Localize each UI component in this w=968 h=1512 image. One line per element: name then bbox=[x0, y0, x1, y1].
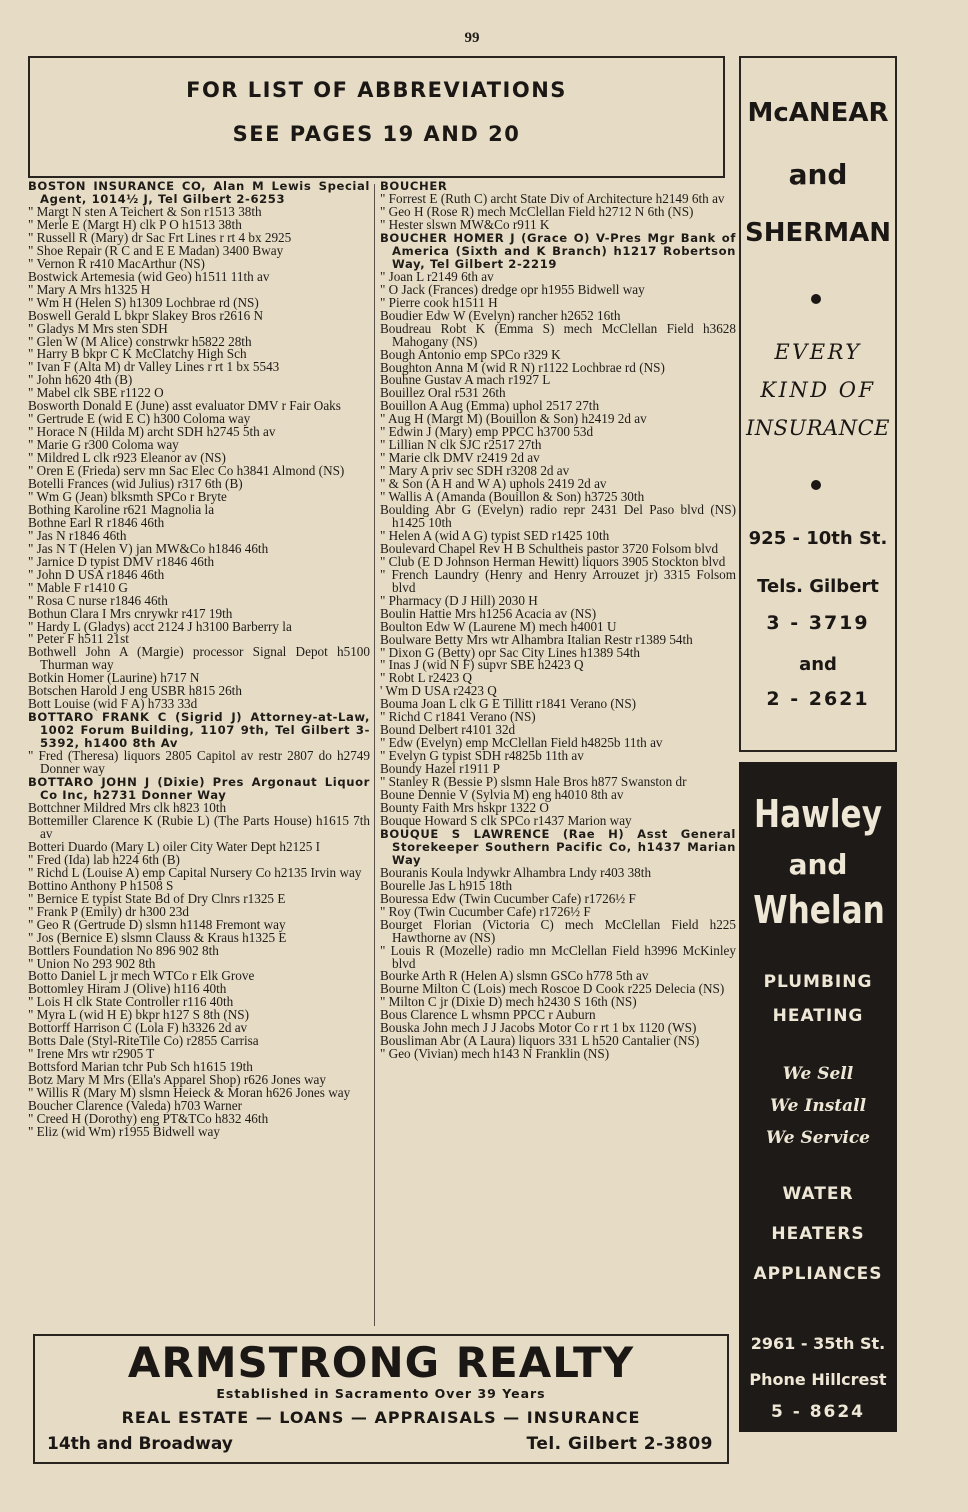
directory-entry: Bourne Milton C (Lois) mech Roscoe D Cook r225 Delecia (NS) bbox=[380, 981, 725, 997]
directory-entry: " Union No 293 902 8th bbox=[28, 955, 156, 971]
directory-entry: BOUCHER bbox=[380, 179, 448, 193]
ad-hawley-water: WATER bbox=[782, 1184, 854, 1204]
directory-entry: " John h620 4th (B) bbox=[28, 372, 133, 388]
directory-entry: " Irene Mrs wtr r2905 T bbox=[28, 1046, 155, 1062]
directory-entry: Botz Mary M Mrs (Ella's Apparel Shop) r626 Jones way bbox=[28, 1072, 326, 1088]
directory-entry: Bothne Earl R r1846 46th bbox=[28, 514, 165, 530]
directory-entry: " Geo H (Rose R) mech McClellan Field h2712 N 6th (NS) bbox=[380, 203, 694, 219]
directory-entry: " Mary A priv sec SDH r3208 2d av bbox=[380, 463, 570, 479]
directory-entry: BOTTARO JOHN J (Dixie) Pres Argonaut Liquor Co Inc, h2731 Donner Way bbox=[28, 775, 370, 803]
page-number: 99 bbox=[464, 30, 480, 46]
ad-hawley-address: 2961 - 35th St. bbox=[750, 1334, 886, 1353]
ad-armstrong-tagline: Established in Sacramento Over 39 Years bbox=[216, 1386, 546, 1401]
ad-hawley-heating: HEATING bbox=[772, 1006, 864, 1026]
ad-whelan-name: Whelan bbox=[753, 888, 885, 932]
directory-entry: " Harry B bkpr C K McClatchy High Sch bbox=[28, 346, 247, 362]
directory-entry: Bottorff Harrison C (Lola F) h3326 2d av bbox=[28, 1020, 248, 1036]
directory-entry: " Wm G (Jean) blksmth SPCo r Bryte bbox=[28, 488, 227, 504]
directory-entry: Boswell Gerald L bkpr Slakey Bros r2616 N bbox=[28, 307, 264, 323]
directory-entry: " Marie clk DMV r2419 2d av bbox=[380, 450, 540, 466]
directory-entry: " O Jack (Frances) dredge opr h1955 Bidwell way bbox=[380, 281, 645, 297]
directory-entry: Bousliman Abr (A Laura) liquors 331 L h520 Cantalier (NS) bbox=[380, 1033, 700, 1049]
mcanear-sherman-ad bbox=[739, 56, 897, 752]
directory-entry: BOUCHER HOMER J (Grace O) V-Pres Mgr Bank of America (Sixth and K Branch) h1217 Robertson Way, Tel Gilbert 2-2219 bbox=[380, 230, 736, 271]
ad-hawley-heaters: HEATERS bbox=[771, 1224, 865, 1244]
ad-hawley-sell: We Sell bbox=[782, 1064, 854, 1084]
directory-entry: Boulin Hattie Mrs h1256 Acacia av (NS) bbox=[380, 605, 597, 621]
ad-armstrong-tel: Tel. Gilbert 2-3809 bbox=[526, 1434, 713, 1454]
directory-entry: " Evelyn G typist SDH r4825b 11th av bbox=[380, 748, 584, 764]
directory-entry: Bouillon A Aug (Emma) uphol 2517 27th bbox=[380, 398, 600, 414]
directory-entry: Bothing Karoline r621 Magnolia la bbox=[28, 501, 215, 517]
directory-entry: Boundy Hazel r1911 P bbox=[380, 761, 501, 777]
ad-hawley-name: Hawley bbox=[753, 792, 883, 836]
directory-entry: Bourget Florian (Victoria C) mech McClellan Field h225 Hawthorne av (NS) bbox=[380, 916, 736, 945]
directory-entry: " Gertrude E (wid E C) h300 Coloma way bbox=[28, 411, 251, 427]
directory-entry: " Jas N r1846 46th bbox=[28, 527, 127, 543]
directory-entry: " Mary A Mrs h1325 H bbox=[28, 281, 151, 297]
ad-mcanear-address: 925 - 10th St. bbox=[748, 528, 888, 549]
directory-entry: Bottemiller Clarence K (Rubie L) (The Parts House) h1615 7th av bbox=[28, 813, 370, 841]
hawley-whelan-ad bbox=[739, 762, 897, 1432]
directory-entry: Bouranis Koula lndywkr Alhambra Lndy r403 38th bbox=[380, 864, 652, 880]
ad-mcanear-name: McANEAR bbox=[747, 98, 889, 128]
directory-entry: " Bernice E typist State Bd of Dry Clnrs r1325 E bbox=[28, 890, 286, 906]
directory-entry: " French Laundry (Henry and Henry Arrouzet jr) 3315 Folsom blvd bbox=[380, 566, 736, 595]
directory-entry: " Stanley R (Bessie P) slsmn Hale Bros h877 Swanston dr bbox=[380, 774, 687, 790]
directory-entry: " Frank P (Emily) dr h300 23d bbox=[28, 903, 189, 919]
ad-armstrong-address: 14th and Broadway bbox=[47, 1434, 233, 1454]
directory-entry: " Edw (Evelyn) emp McClellan Field h4825b 11th av bbox=[380, 735, 663, 751]
directory-entry: " Gladys M Mrs sten SDH bbox=[28, 320, 168, 336]
directory-entry: Bosworth Donald E (June) asst evaluator DMV r Fair Oaks bbox=[28, 398, 341, 414]
directory-entry: BOUQUE S LAWRENCE (Rae H) Asst General Storekeeper Southern Pacific Co, h1437 Marian Way bbox=[380, 826, 736, 867]
abbreviations-line-2: SEE PAGES 19 AND 20 bbox=[232, 122, 521, 146]
directory-entry: Bounty Faith Mrs hskpr 1322 O bbox=[380, 799, 549, 815]
directory-entry: Botelli Frances (wid Julius) r317 6th (B) bbox=[28, 476, 243, 492]
directory-entry: " Myra L (wid H E) bkpr h127 S 8th (NS) bbox=[28, 1007, 249, 1023]
directory-entry: Bough Antonio emp SPCo r329 K bbox=[380, 346, 561, 362]
directory-entry: Boune Dennie V (Sylvia M) eng h4010 8th av bbox=[380, 786, 624, 802]
directory-entry: Boulton Edw W (Laurene M) mech h4001 U bbox=[380, 618, 617, 634]
directory-entry: Bott Louise (wid F A) h733 33d bbox=[28, 696, 198, 712]
column-divider bbox=[374, 184, 375, 1326]
abbreviations-line-1: FOR LIST OF ABBREVIATIONS bbox=[186, 78, 567, 102]
directory-entry: " Mildred L clk r923 Eleanor av (NS) bbox=[28, 450, 226, 466]
directory-entry: " Geo (Vivian) mech h143 N Franklin (NS) bbox=[380, 1046, 610, 1062]
directory-entry: Boughton Anna M (wid R N) r1122 Lochbrae rd (NS) bbox=[380, 359, 665, 375]
directory-entry: Botschen Harold J eng USBR h815 26th bbox=[28, 683, 242, 699]
directory-entry: Bottchner Mildred Mrs clk h823 10th bbox=[28, 800, 227, 816]
ad-mcanear-and-2: and bbox=[799, 654, 837, 675]
ad-hawley-phone: 5 - 8624 bbox=[770, 1402, 866, 1422]
directory-entry: Bostwick Artemesia (wid Geo) h1511 11th av bbox=[28, 268, 270, 284]
directory-entry: " Inas J (wid N F) supvr SBE h2423 Q bbox=[380, 657, 584, 673]
directory-column-right bbox=[380, 180, 736, 1061]
directory-entry: " Roy (Twin Cucumber Cafe) r1726½ F bbox=[380, 903, 591, 919]
ad-mcanear-tag-2: KIND OF bbox=[760, 378, 876, 402]
directory-entry: " Richd L (Louise A) emp Capital Nursery Co h2135 Irvin way bbox=[28, 864, 362, 880]
directory-entry: Boulevard Chapel Rev H B Schultheis pastor 3720 Folsom blvd bbox=[380, 540, 719, 556]
ad-hawley-and: and bbox=[788, 848, 848, 881]
directory-entry: " John D USA r1846 46th bbox=[28, 566, 165, 582]
ad-armstrong-services: REAL ESTATE — LOANS — APPRAISALS — INSURANCE bbox=[121, 1408, 641, 1427]
ad-hawley-appliances: APPLIANCES bbox=[753, 1264, 883, 1284]
directory-entry: " Peter F h511 21st bbox=[28, 631, 129, 647]
directory-entry: BOSTON INSURANCE CO, Alan M Lewis Special Agent, 1014½ J, Tel Gilbert 2-6253 bbox=[28, 179, 370, 206]
directory-entry: " Creed H (Dorothy) eng PT&TCo h832 46th bbox=[28, 1110, 269, 1126]
directory-entry: " Joan L r2149 6th av bbox=[380, 268, 494, 284]
directory-entry: " Vernon R r410 MacArthur (NS) bbox=[28, 255, 205, 271]
directory-entry: Bound Delbert r4101 32d bbox=[380, 722, 516, 738]
directory-entry: Bottino Anthony P h1508 S bbox=[28, 877, 174, 893]
directory-entry: Bottsford Marian tchr Pub Sch h1615 19th bbox=[28, 1059, 253, 1075]
directory-entry: " Jas N T (Helen V) jan MW&Co h1846 46th bbox=[28, 540, 269, 556]
directory-entry: Bottlers Foundation No 896 902 8th bbox=[28, 942, 219, 958]
ad-mcanear-tels: Tels. Gilbert bbox=[757, 576, 879, 597]
directory-entry: " Jos (Bernice E) slsmn Clauss & Kraus h1325 E bbox=[28, 929, 287, 945]
directory-entry: " Pharmacy (D J Hill) 2030 H bbox=[380, 592, 538, 608]
directory-entry: " Edwin J (Mary) emp PPCC h3700 53d bbox=[380, 424, 594, 440]
directory-entry: " Marie G r300 Coloma way bbox=[28, 437, 179, 453]
directory-entry: Botts Dale (Styl-RiteTile Co) r2855 Carrisa bbox=[28, 1033, 259, 1049]
directory-entry: " Eliz (wid Wm) r1955 Bidwell way bbox=[28, 1123, 220, 1139]
ad-hawley-plumbing: PLUMBING bbox=[763, 972, 873, 992]
directory-entry: Bottomley Hiram J (Olive) h116 40th bbox=[28, 981, 227, 997]
directory-entry: Bous Clarence L whsmn PPCC r Auburn bbox=[380, 1007, 596, 1023]
directory-column-left bbox=[28, 180, 370, 1139]
directory-entry: " Wallis A (Amanda (Bouillon & Son) h3725 30th bbox=[380, 489, 645, 505]
directory-entry: ' Wm D USA r2423 Q bbox=[380, 683, 497, 699]
directory-entry: " Forrest E (Ruth C) archt State Div of Architecture h2149 6th av bbox=[380, 191, 725, 206]
directory-entry: " Glen W (M Alice) constrwkr h5822 28th bbox=[28, 333, 252, 349]
directory-entry: " Hardy L (Gladys) acct 2124 J h3100 Barberry la bbox=[28, 618, 292, 634]
directory-entry: Bouillez Oral r531 26th bbox=[380, 385, 506, 401]
directory-entry: " Lois H clk State Controller r116 40th bbox=[28, 994, 234, 1010]
directory-entry: BOTTARO FRANK C (Sigrid J) Attorney-at-Law, 1002 Forum Building, 1107 9th, Tel Gilbert 3-5392, h1400 8th Av bbox=[28, 710, 370, 751]
directory-entry: " Mable F r1410 G bbox=[28, 579, 128, 595]
directory-entry: Bothwell John A (Margie) processor Signal Depot h5100 Thurman way bbox=[28, 644, 370, 673]
directory-entry: " Geo R (Gertrude D) slsmn h1148 Fremont way bbox=[28, 916, 286, 932]
directory-entry: " Merle E (Margt H) clk P O h1513 38th bbox=[28, 216, 242, 232]
directory-entry: " Horace N (Hilda M) archt SDH h2745 5th av bbox=[28, 424, 276, 440]
directory-entry: " Louis R (Mozelle) radio mn McClellan Field h3996 McKinley blvd bbox=[380, 942, 736, 971]
directory-entry: Bouska John mech J J Jacobs Motor Co r rt 1 bx 1120 (WS) bbox=[380, 1020, 697, 1036]
directory-entry: Bourke Arth R (Helen A) slsmn GSCo h778 5th av bbox=[380, 968, 649, 984]
bullet-dot-icon bbox=[811, 294, 821, 304]
directory-entry: " Richd C r1841 Verano (NS) bbox=[380, 709, 536, 725]
ad-mcanear-and: and bbox=[788, 158, 848, 191]
ad-sherman-name: SHERMAN bbox=[744, 218, 892, 248]
ad-mcanear-phone-2: 2 - 2621 bbox=[766, 688, 870, 710]
directory-entry: " Rosa C nurse r1846 46th bbox=[28, 592, 168, 608]
directory-entry: " Fred (Ida) lab h224 6th (B) bbox=[28, 851, 180, 867]
directory-entry: Botteri Duardo (Mary L) oiler City Water Dept h2125 I bbox=[28, 838, 321, 854]
ad-mcanear-phone-1: 3 - 3719 bbox=[766, 612, 870, 634]
directory-entry: " Robt L r2423 Q bbox=[380, 670, 473, 686]
directory-entry: Botto Daniel L jr mech WTCo r Elk Grove bbox=[28, 968, 255, 984]
directory-entry: " Dixon G (Betty) opr Sac City Lines h1389 54th bbox=[380, 644, 640, 660]
directory-entry: Boudier Edw W (Evelyn) rancher h2652 16th bbox=[380, 307, 621, 323]
directory-entry: " Ivan F (Alta M) dr Valley Lines r rt 1 bx 5543 bbox=[28, 359, 280, 375]
directory-entry: " Russell R (Mary) dr Sac Frt Lines r rt 4 bx 2925 bbox=[28, 229, 292, 245]
directory-entry: Boudreau Robt K (Emma S) mech McClellan Field h3628 Mahogany (NS) bbox=[380, 320, 736, 349]
ad-hawley-service: We Service bbox=[766, 1128, 870, 1148]
directory-entry: " Club (E D Johnson Herman Hewitt) liquors 3905 Stockton blvd bbox=[380, 553, 726, 569]
directory-entry: Boulding Abr G (Evelyn) radio repr 2431 Del Paso blvd (NS) h1425 10th bbox=[380, 502, 736, 530]
directory-entry: " Aug H (Margt M) (Bouillon & Son) h2419 2d av bbox=[380, 411, 647, 427]
directory-entry: " Helen A (wid A G) typist SED r1425 10th bbox=[380, 527, 610, 543]
directory-entry: " Pierre cook h1511 H bbox=[380, 294, 498, 310]
directory-entry: " & Son (A H and W A) uphols 2419 2d av bbox=[380, 476, 607, 492]
directory-entry: " Margt N sten A Teichert & Son r1513 38th bbox=[28, 204, 262, 219]
directory-entry: Bouhne Gustav A mach r1927 L bbox=[380, 372, 551, 388]
directory-entry: Bouque Howard S clk SPCo r1437 Marion way bbox=[380, 812, 632, 828]
ad-hawley-phone-label: Phone Hillcrest bbox=[749, 1370, 887, 1389]
ad-mcanear-tag-1: EVERY bbox=[774, 340, 862, 364]
directory-entry: Boucher Clarence (Valeda) h703 Warner bbox=[28, 1098, 242, 1113]
ad-mcanear-tag-3: INSURANCE bbox=[745, 416, 890, 440]
directory-entry: Botkin Homer (Laurine) h717 N bbox=[28, 670, 200, 686]
directory-entry: " Hester slswn MW&Co r911 K bbox=[380, 216, 550, 232]
directory-entry: Bouressa Edw (Twin Cucumber Cafe) r1726½ F bbox=[380, 890, 636, 906]
directory-entry: " Fred (Theresa) liquors 2805 Capitol av restr 2807 do h2749 Donner way bbox=[28, 748, 370, 777]
directory-entry: Bourelle Jas L h915 18th bbox=[380, 877, 513, 893]
directory-entry: " Milton C jr (Dixie D) mech h2430 S 16th (NS) bbox=[380, 994, 637, 1010]
ad-armstrong-title: ARMSTRONG REALTY bbox=[127, 1338, 635, 1387]
abbreviations-notice bbox=[28, 56, 725, 178]
directory-entry: Boulware Betty Mrs wtr Alhambra Italian Restr r1389 54th bbox=[380, 631, 693, 647]
directory-entry: " Lillian N clk SJC r2517 27th bbox=[380, 437, 542, 453]
directory-entry: " Shoe Repair (R C and E E Madan) 3400 Bway bbox=[28, 242, 284, 258]
bullet-dot-icon bbox=[811, 480, 821, 490]
directory-entry: " Oren E (Frieda) serv mn Sac Elec Co h3841 Almond (NS) bbox=[28, 463, 345, 479]
directory-entry: Bouma Joan L clk G E Tillitt r1841 Verano (NS) bbox=[380, 696, 637, 712]
ad-hawley-install: We Install bbox=[769, 1096, 867, 1116]
armstrong-realty-ad bbox=[33, 1334, 729, 1464]
directory-entry: " Willis R (Mary M) slsmn Heieck & Moran h626 Jones way bbox=[28, 1085, 351, 1101]
directory-entry: " Jarnice D typist DMV r1846 46th bbox=[28, 553, 215, 569]
directory-entry: Bothun Clara I Mrs cnrywkr r417 19th bbox=[28, 605, 233, 621]
directory-entry: " Wm H (Helen S) h1309 Lochbrae rd (NS) bbox=[28, 294, 259, 310]
directory-entry: " Mabel clk SBE r1122 O bbox=[28, 385, 164, 401]
